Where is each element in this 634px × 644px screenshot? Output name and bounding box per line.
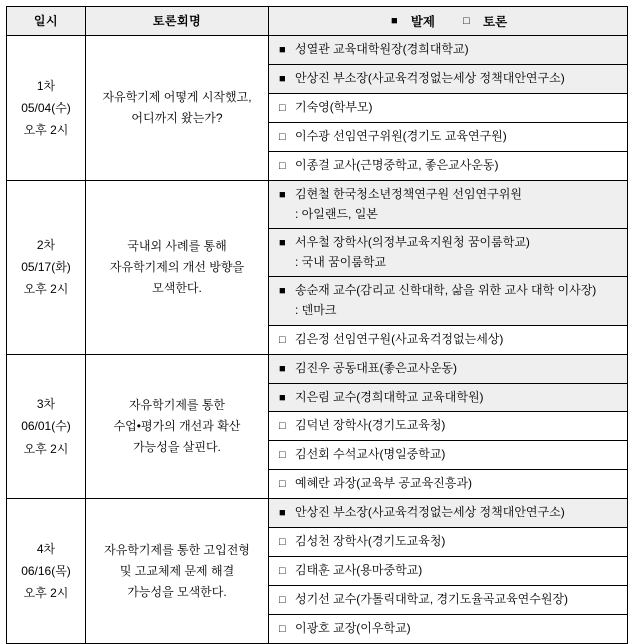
panel-row (269, 499, 627, 527)
presenter-entry (269, 355, 627, 383)
table-row (7, 354, 628, 499)
open-square-icon (279, 159, 290, 175)
open-square-icon (279, 130, 290, 146)
presenter-entry (269, 64, 627, 93)
panel-name-text: 기숙영(학부모) (295, 99, 373, 114)
open-square-icon (461, 15, 472, 27)
discussant-entry (269, 441, 627, 470)
panel-cell (269, 180, 628, 354)
table-row (7, 36, 628, 181)
filled-square-icon (279, 188, 290, 204)
topic-line: 국내외 사례를 통해 (127, 238, 227, 253)
panel-name-text: 이수광 선임연구위원(경기도 교육연구원) (295, 128, 507, 143)
open-square-icon (279, 419, 290, 435)
panel-row (269, 412, 627, 441)
topic-line: 자유학기제를 통한 고입전형 (104, 542, 250, 557)
panel-name-text: 김진우 공동대표(좋은교사운동) (295, 360, 458, 375)
session-topic-cell (86, 180, 269, 354)
panel-row (269, 93, 627, 122)
table-body (7, 36, 628, 644)
panel-row (269, 441, 627, 470)
session-topic-cell (86, 499, 269, 644)
discussant-entry (269, 557, 627, 586)
presenter-entry (269, 277, 627, 325)
session-topic-cell (86, 36, 269, 181)
open-square-icon (279, 448, 290, 464)
panel-name-text: 안상진 부소장(사교육걱정없는세상 정책대안연구소) (295, 70, 565, 85)
session-date: 05/17(화) (21, 260, 71, 275)
discussant-entry (269, 470, 627, 498)
discussant-entry (269, 151, 627, 179)
panel-name-text: 김현철 한국청소년정책연구원 선임연구위원 (295, 186, 522, 201)
panel-name-text: 예혜란 과장(교육부 공교육진흥과) (295, 476, 472, 491)
panel-row (269, 383, 627, 412)
panel-row (269, 277, 627, 325)
panel-name-text: 이광호 교장(이우학교) (295, 621, 411, 636)
session-date-cell (7, 354, 86, 499)
discussant-entry (269, 325, 627, 353)
table-header-row (7, 7, 628, 36)
topic-line: 자유학기제 어떻게 시작했고, (102, 89, 252, 104)
open-square-icon (279, 622, 290, 638)
filled-square-icon (389, 15, 400, 27)
topic-line: 모색한다. (152, 280, 202, 295)
panel-row (269, 36, 627, 64)
discussant-entry (269, 528, 627, 557)
discussant-entry (269, 586, 627, 615)
filled-square-icon (279, 43, 290, 59)
discussant-entry (269, 93, 627, 122)
panel-table (269, 355, 627, 499)
panel-table (269, 36, 627, 180)
session-time: 오후 2시 (23, 282, 69, 297)
panel-name-text: 김태훈 교사(용마중학교) (295, 563, 423, 578)
open-square-icon (279, 101, 290, 117)
panel-row (269, 557, 627, 586)
session-number: 4차 (36, 541, 56, 556)
panel-name-text: 김선회 수석교사(명일중학교) (295, 447, 446, 462)
open-square-icon (279, 593, 290, 609)
filled-square-icon (279, 362, 290, 378)
panel-name-text: 성열관 교육대학원장(경희대학교) (295, 42, 469, 56)
panel-name-text: 지은림 교수(경희대학교 교육대학원) (295, 389, 484, 404)
panel-row (269, 122, 627, 151)
filled-square-icon (279, 236, 290, 252)
presenter-entry (269, 499, 627, 527)
session-number: 1차 (36, 78, 56, 93)
filled-square-icon (279, 72, 290, 88)
panel-subtext: : 아일랜드, 일본 (295, 206, 378, 221)
panel-name-text: 서우철 장학사(의정부교육지원청 꿈이룸학교) (295, 235, 530, 250)
presenter-entry (269, 383, 627, 412)
panel-name-text: 안상진 부소장(사교육걱정없는세상 정책대안연구소) (295, 505, 565, 520)
panel-name-text: 성기선 교수(가톨릭대학교, 경기도율곡교육연수원장) (295, 592, 569, 607)
topic-line: 자유학기제를 통한 (128, 397, 226, 412)
legend-group (389, 12, 507, 30)
panel-row (269, 229, 627, 277)
open-square-icon (279, 535, 290, 551)
open-square-icon (279, 564, 290, 580)
topic-line: 자유학기제의 개선 방향을 (109, 259, 245, 274)
panel-cell (269, 499, 628, 644)
panel-subtext: : 덴마크 (295, 303, 337, 318)
session-date-cell (7, 499, 86, 644)
panel-row (269, 615, 627, 643)
panel-table (269, 181, 627, 354)
open-square-icon (279, 333, 290, 349)
presenter-entry (269, 181, 627, 229)
panel-row (269, 64, 627, 93)
schedule-table (6, 6, 628, 644)
filled-square-icon (279, 506, 290, 522)
discussant-entry (269, 615, 627, 643)
panel-row (269, 181, 627, 229)
panel-table (269, 499, 627, 643)
panel-row (269, 586, 627, 615)
panel-cell (269, 36, 628, 181)
topic-line: 어디까지 왔는가? (131, 110, 223, 125)
topic-line: 가능성을 살핀다. (133, 439, 221, 454)
table-row (7, 180, 628, 354)
panel-row (269, 151, 627, 179)
session-time: 오후 2시 (23, 122, 69, 137)
table-row (7, 499, 628, 644)
panel-name-text: 송순재 교수(감리교 신학대학, 삶을 위한 교사 대학 이사장) (295, 283, 597, 298)
discussant-entry (269, 122, 627, 151)
legend-presenter-label: 발제 (410, 15, 435, 29)
legend-discussant-label: 토론 (483, 15, 508, 29)
header-topic: 토론회명 (86, 7, 269, 36)
session-time: 오후 2시 (23, 586, 69, 601)
panel-row (269, 355, 627, 383)
session-date-cell (7, 180, 86, 354)
session-date: 06/01(수) (21, 419, 71, 434)
session-number: 3차 (36, 397, 56, 412)
discussant-entry (269, 412, 627, 441)
panel-name-text: 김은정 선임연구원(사교육걱정없는세상) (295, 331, 504, 346)
presenter-entry (269, 36, 627, 64)
panel-row (269, 325, 627, 353)
panel-cell (269, 354, 628, 499)
topic-line: 및 고교체제 문제 해결 (119, 563, 235, 578)
presenter-entry (269, 229, 627, 277)
panel-row (269, 528, 627, 557)
open-square-icon (279, 477, 290, 493)
panel-subtext: : 국내 꿈이룸학교 (295, 254, 387, 269)
filled-square-icon (279, 391, 290, 407)
session-topic-cell (86, 354, 269, 499)
legend-presenter (389, 12, 435, 30)
header-date: 일시 (7, 7, 86, 36)
filled-square-icon (279, 284, 290, 300)
topic-line: 가능성을 모색한다. (127, 584, 227, 599)
session-date: 06/16(목) (21, 564, 71, 579)
session-date: 05/04(수) (21, 100, 71, 115)
panel-name-text: 이종걸 교사(근명중학교, 좋은교사운동) (295, 157, 499, 172)
panel-name-text: 김성천 장학사(경기도교육청) (295, 534, 446, 549)
panel-row (269, 470, 627, 498)
panel-name-text: 김덕년 장학사(경기도교육청) (295, 418, 446, 433)
session-time: 오후 2시 (23, 441, 69, 456)
header-legend (269, 7, 628, 36)
session-date-cell (7, 36, 86, 181)
legend-discussant (461, 12, 507, 30)
session-number: 2차 (36, 237, 56, 252)
topic-line: 수업•평가의 개선과 확산 (113, 418, 241, 433)
